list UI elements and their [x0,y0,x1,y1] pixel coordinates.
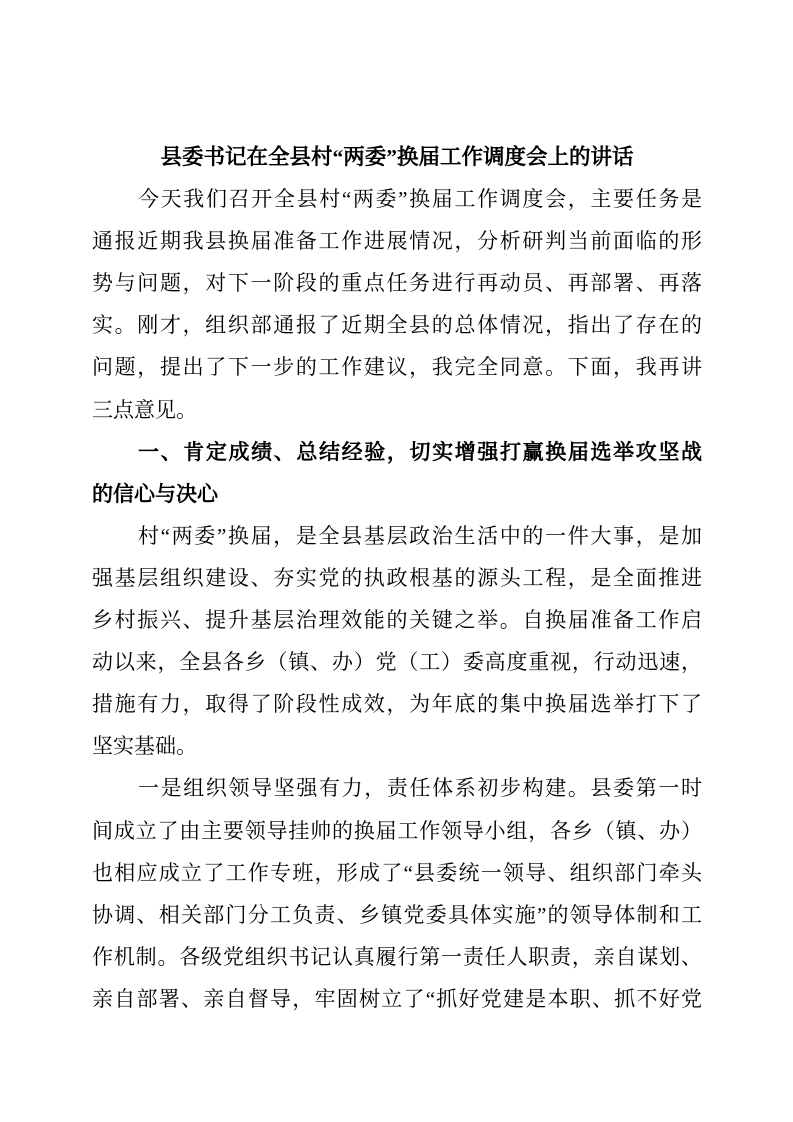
section-heading-1 [92,431,702,515]
text-line: 县委书记在全县村“两委”换届工作调度会上的讲话 [160,145,634,169]
document-content [92,136,702,1020]
paragraph-intro [92,178,702,431]
text-line: 村“两委”换届，是全县基层政治生活中的一件大事，是加 [138,523,702,548]
text-line: 作机制。各级党组织书记认真履行第一责任人职责，亲自谋划、 [92,944,702,969]
text-line: 也相应成立了工作专班，形成了“县委统一领导、组织部门牵头 [92,860,702,885]
text-line: 一、肯定成绩、总结经验，切实增强打赢换届选举攻坚战 [138,439,702,464]
text-line: 协调、相关部门分工负责、乡镇党委具体实施”的领导体制和工 [92,902,702,927]
text-line: 动以来，全县各乡（镇、办）党（工）委高度重视，行动迅速， [92,650,702,675]
text-line: 的信心与决心 [92,481,218,506]
text-line: 强基层组织建设、夯实党的执政根基的源头工程，是全面推进 [92,565,702,590]
text-line: 三点意见。 [92,397,197,422]
text-line: 一是组织领导坚强有力，责任体系初步构建。县委第一时 [138,776,702,801]
paragraph-significance [92,515,702,768]
text-line: 措施有力，取得了阶段性成效，为年底的集中换届选举打下了 [92,692,702,717]
document-title [92,136,702,178]
text-line: 今天我们召开全县村“两委”换届工作调度会，主要任务是 [138,187,702,212]
text-line: 势与问题，对下一阶段的重点任务进行再动员、再部署、再落 [92,271,702,296]
paragraph-first-point [92,767,702,1020]
text-line: 乡村振兴、提升基层治理效能的关键之举。自换届准备工作启 [92,608,702,633]
text-line: 通报近期我县换届准备工作进展情况，分析研判当前面临的形 [92,229,702,254]
text-line: 间成立了由主要领导挂帅的换届工作领导小组，各乡（镇、办） [92,818,702,843]
text-line: 问题，提出了下一步的工作建议，我完全同意。下面，我再讲 [92,355,702,380]
text-line: 坚实基础。 [92,734,197,759]
text-line: 实。刚才，组织部通报了近期全县的总体情况，指出了存在的 [92,313,702,338]
text-line: 亲自部署、亲自督导，牢固树立了“抓好党建是本职、抓不好党 [92,986,702,1011]
